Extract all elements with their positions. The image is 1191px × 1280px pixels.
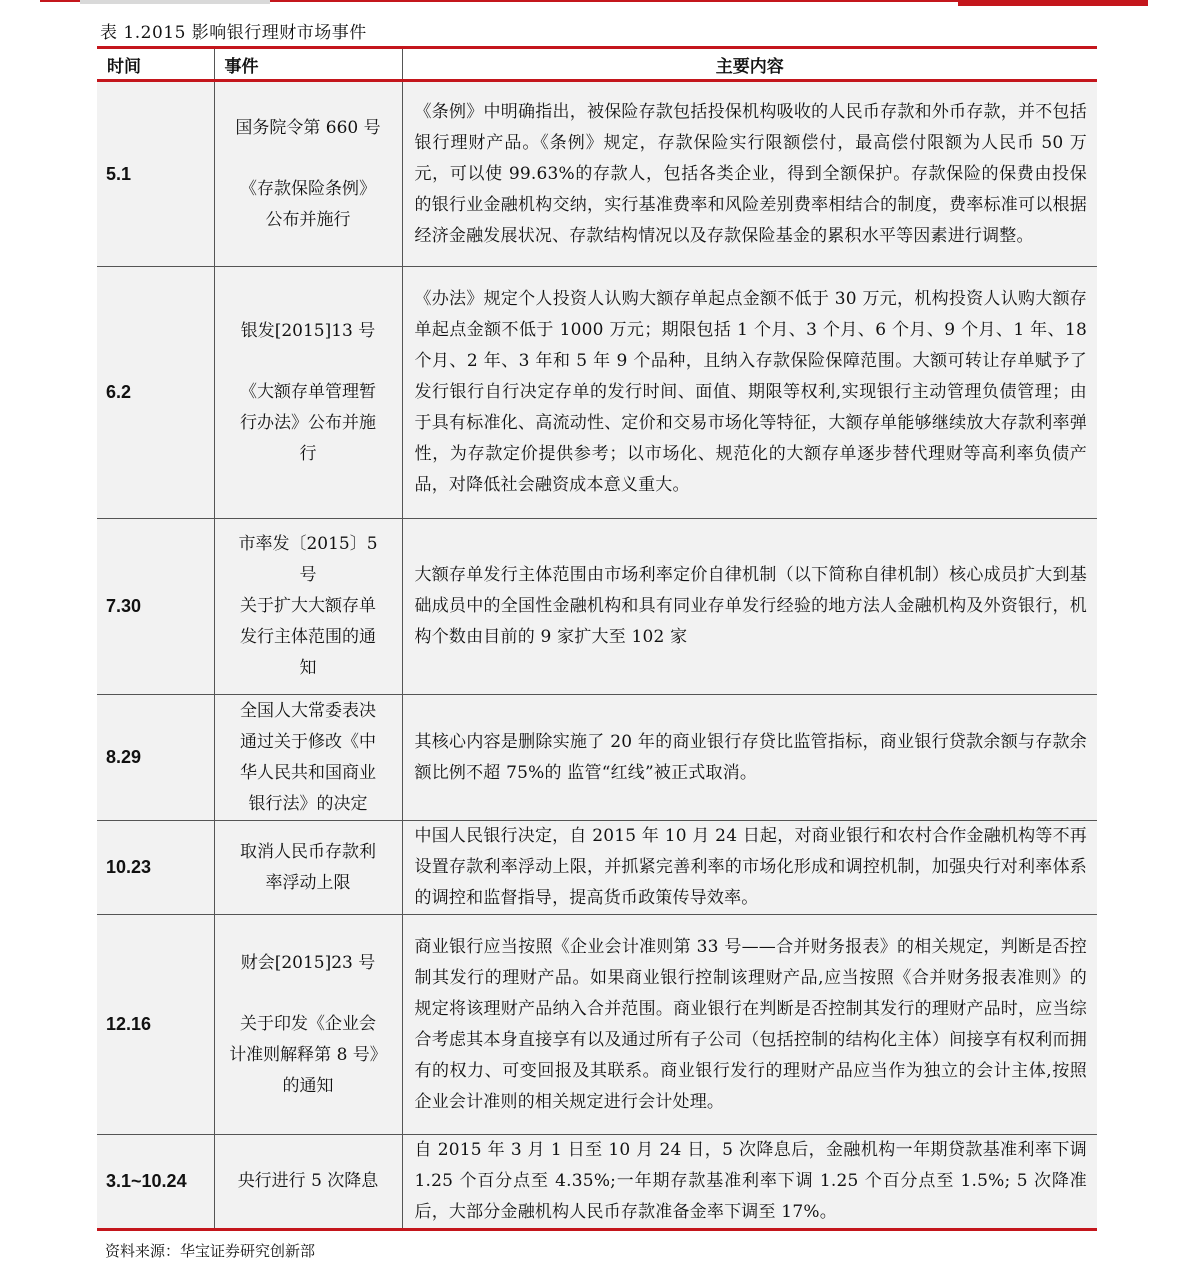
event-line: 国务院令第 660 号 [235,117,381,138]
header-content: 主要内容 [402,48,1097,81]
row-event [214,1135,402,1230]
event-line: 银行法》的决定 [248,793,368,814]
row-date: 3.1~10.24 [97,1135,214,1230]
header-accent-block [958,0,1148,6]
row-content: 其核心内容是删除实施了 20 年的商业银行存贷比监管指标，商业银行贷款余额与存款余额比例不超 75%的 监管“红线”被正式取消。 [402,695,1097,821]
header-date: 时间 [97,48,214,81]
event-line: 号 [299,565,317,585]
row-content: 自 2015 年 3 月 1 日至 10 月 24 日，5 次降息后，金融机构一年期贷款基准利率下调 1.25 个百分点至 4.35%;一年期存款基准利率下调 1.25 个百分点至 1.5%; 5 次降准后，大部分金融机构人民币存款准备金率下调至 17%。 [402,1135,1097,1230]
event-line: 公布并施行 [265,209,351,230]
header-logo-strip [80,0,270,4]
event-line: 取消人民币存款利 [240,841,376,862]
row-date: 6.2 [97,267,214,519]
row-content: 《办法》规定个人投资人认购大额存单起点金额不低于 30 万元，机构投资人认购大额存单起点金额不低于 1000 万元；期限包括 1 个月、3 个月、6 个月、9 个月、1 年、18 个月、2 年、3 年和 5 年 9 个品种，且纳入存款保险保障范围。大额可转让存单赋予了发行银行自行决定存单的发行时间、面值、期限等权利,实现银行主动管理负债管理；由于具有标准化、高流动性、定价和交易市场化等特征，大额存单能够继续放大存款利率弹性，为存款定价提供参考；以市场化、规范化的大额存单逐步替代理财等高利率负债产品，对降低社会融资成本意义重大。 [402,267,1097,519]
events-table [97,46,1097,1231]
table-row [97,915,1097,1135]
event-line: 知 [299,658,317,678]
event-line: 关于扩大大额存单 [240,596,376,616]
table-row [97,267,1097,519]
row-event [214,519,402,695]
row-event [214,915,402,1135]
table-row [97,81,1097,267]
row-date: 5.1 [97,81,214,267]
event-line: 的通知 [282,1075,334,1096]
event-line: 市率发〔2015〕5 [238,534,378,554]
row-event [214,267,402,519]
source-note: 资料来源：华宝证券研究创新部 [105,1242,316,1260]
table-row [97,1135,1097,1230]
event-line: 全国人大常委表决 [240,700,376,721]
row-date: 7.30 [97,519,214,695]
row-date: 12.16 [97,915,214,1135]
row-content: 中国人民银行决定，自 2015 年 10 月 24 日起，对商业银行和农村合作金融机构等不再设置存款利率浮动上限，并抓紧完善利率的市场化形成和调控机制，加强央行对利率体系的调控和监督指导，提高货币政策传导效率。 [402,821,1097,915]
event-line: 行办法》公布并施 [240,412,376,433]
page-header-bar [0,0,1191,6]
event-line: 计准则解释第 8 号》 [229,1044,387,1065]
event-line: 通过关于修改《中 [240,731,376,752]
row-date: 10.23 [97,821,214,915]
event-line: 央行进行 5 次降息 [237,1171,379,1191]
event-line: 《存款保险条例》 [240,178,376,199]
event-line: 华人民共和国商业 [240,762,376,783]
table-row [97,821,1097,915]
row-date: 8.29 [97,695,214,821]
row-event [214,695,402,821]
table-header-row [97,48,1097,81]
event-line: 行 [299,443,317,464]
event-line: 财会[2015]23 号 [240,952,376,973]
event-line: 《大额存单管理暂 [240,381,376,402]
table-caption: 表 1.2015 影响银行理财市场事件 [100,23,367,43]
table-row [97,695,1097,821]
event-line: 率浮动上限 [265,872,351,893]
row-content: 《条例》中明确指出，被保险存款包括投保机构吸收的人民币存款和外币存款，并不包括银行理财产品。《条例》规定，存款保险实行限额偿付，最高偿付限额为人民币 50 万元，可以使 99.63%的存款人，包括各类企业，得到全额保护。存款保险的保费由投保的银行业金融机构交纳，实行基准费率和风险差别费率相结合的制度，费率标准可以根据经济金融发展状况、存款结构情况以及存款保险基金的累积水平等因素进行调整。 [402,81,1097,267]
row-event [214,821,402,915]
event-line: 银发[2015]13 号 [240,320,376,341]
table-row [97,519,1097,695]
row-content: 大额存单发行主体范围由市场利率定价自律机制（以下简称自律机制）核心成员扩大到基础成员中的全国性金融机构和具有同业存单发行经验的地方法人金融机构及外资银行，机构个数由目前的 9 家扩大至 102 家 [402,519,1097,695]
row-content: 商业银行应当按照《企业会计准则第 33 号——合并财务报表》的相关规定，判断是否控制其发行的理财产品。如果商业银行控制该理财产品,应当按照《合并财务报表准则》的规定将该理财产品纳入合并范围。商业银行在判断是否控制其发行的理财产品时，应当综合考虑其本身直接享有以及通过所有子公司（包括控制的结构化主体）间接享有权利而拥有的权力、可变回报及其联系。商业银行发行的理财产品应当作为独立的会计主体,按照企业会计准则的相关规定进行会计处理。 [402,915,1097,1135]
event-line: 关于印发《企业会 [240,1013,376,1034]
event-line: 发行主体范围的通 [240,627,376,647]
row-event [214,81,402,267]
header-event: 事件 [214,48,402,81]
